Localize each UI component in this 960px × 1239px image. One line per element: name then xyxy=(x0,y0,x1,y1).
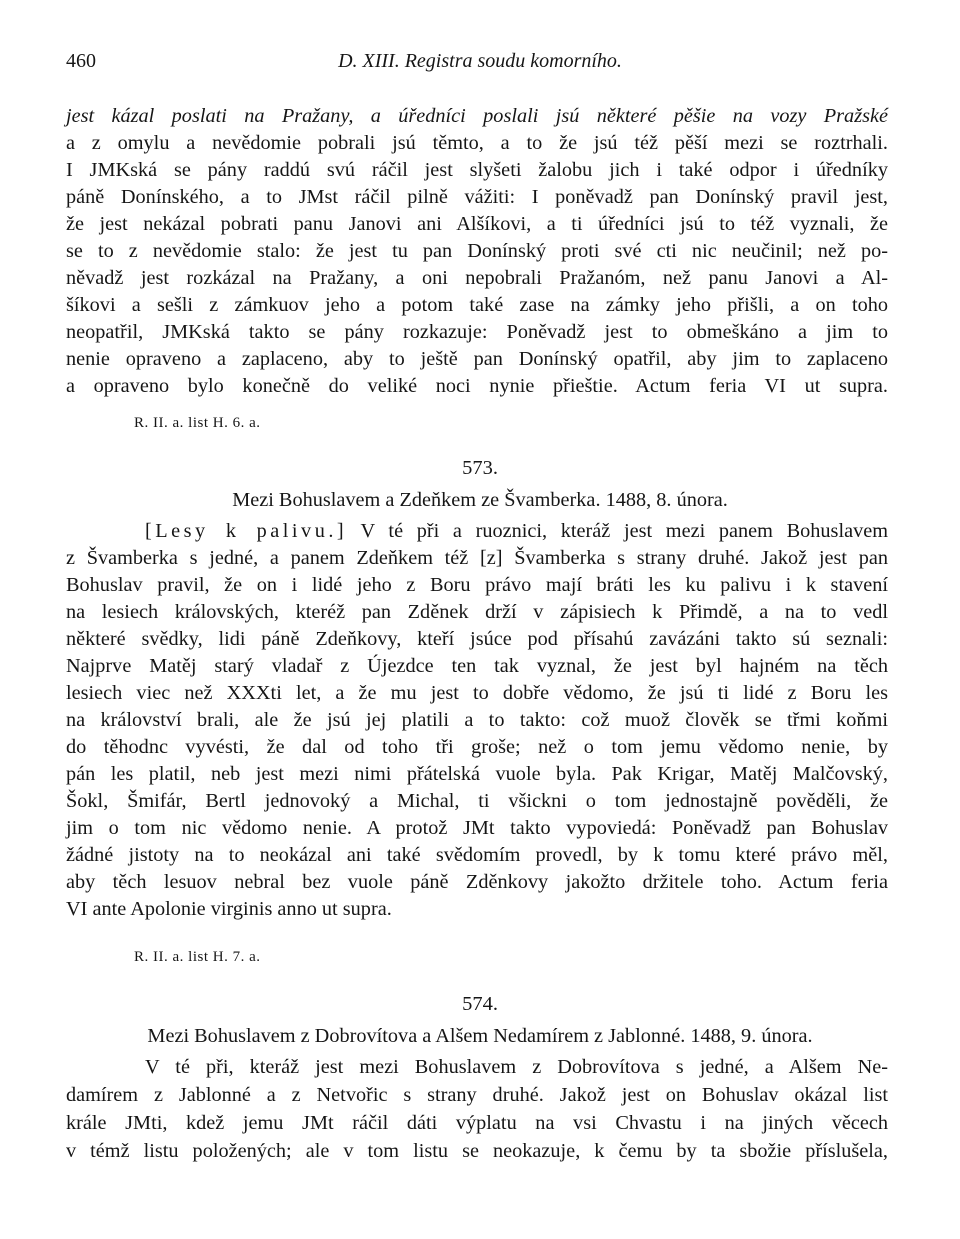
text-line: pán les platil, neb jest mezi nimi přátelská vuole byla. Pak Krigar, Matěj Malčovský, xyxy=(66,763,888,785)
text-line: neopatřil, JMKská takto se pány rozkazuje: Poněvadž jest to obmeškáno a jim to xyxy=(66,321,888,343)
text-line: jim o tom nic vědomo nenie. A protož JMt takto vypoviedá: Poněvadž pan Bohuslav xyxy=(66,817,888,839)
text-line: Šokl, Šmifár, Bertl jednovoký a Michal, ti všickni o tom jednostajně pověděli, že xyxy=(66,790,888,812)
running-header xyxy=(66,50,894,76)
text-line: do těhodnc vyvésti, že dal od toho tři groše; než o tom jemu vědomo nenie, by xyxy=(66,736,888,758)
text-line: krále JMti, kdež jemu JMt ráčil dáti výplatu na vsi Chvastu i na jiných věcech xyxy=(66,1112,888,1134)
text-line: a z omylu a nevědomie pobrali jsú těmto, a to že jsú též pěší mezi se roztrhali. xyxy=(66,132,888,154)
text-line: VI ante Apolonie virginis anno ut supra. xyxy=(66,898,392,920)
text-line: že jest nekázal pobrati panu Janovi ani Alšíkovi, a ti úředníci jsú to též vyznali, že xyxy=(66,213,888,235)
entry-heading: Mezi Bohuslavem a Zdeňkem ze Švamberka. 1488, 8. února. xyxy=(232,489,728,511)
source-reference: R. II. a. list H. 7. a. xyxy=(134,949,261,965)
text-line: něvadž jest rozkázal na Pražany, a oni nepobrali Pražanóm, než panu Janovi a Al- xyxy=(66,267,888,289)
text-line: Najprve Matěj starý vladař z Újezdce ten tak vyznal, že jest byl hajném na těch xyxy=(66,655,888,677)
text-line xyxy=(145,516,888,546)
first-line-text: V té při a ruoznici, kteráž jest mezi panem Bohuslavem xyxy=(360,520,888,542)
text-line: V té při, kteráž jest mezi Bohuslavem z Dobrovítova s jedné, a Alšem Ne- xyxy=(145,1056,888,1078)
entry-number: 574. xyxy=(462,993,498,1015)
page-number: 460 xyxy=(66,50,96,72)
entry-number: 573. xyxy=(462,457,498,479)
text-line: Bohuslav pravil, že on i lidé jeho z Boru právo mají bráti les ku palivu i k stavení xyxy=(66,574,888,596)
text-line: páně Donínského, a to JMst ráčil pilně vážiti: I poněvadž pan Donínský pravil jest, xyxy=(66,186,888,208)
text-line: šíkovi a sešli z zámkuov jeho a potom také zase na zámky jeho přišli, a on toho xyxy=(66,294,888,316)
text-line: jest kázal poslati na Pražany, a úředníci poslali jsú některé pěšie na vozy Pražské xyxy=(66,105,888,127)
running-title: D. XIII. Registra soudu komorního. xyxy=(338,50,622,72)
text-line: na lesiech královských, kteréž pan Zděnek drží v zápisiech k Přimdě, a na to vedl xyxy=(66,601,888,623)
text-line: žádné jistoty na to neokázal ani také svědomím provedl, by k tomu které právo měl, xyxy=(66,844,888,866)
text-line: některé svědky, lidi páně Zdeňkovy, kteří jsúce pod přísahú zavázáni takto sú seznali: xyxy=(66,628,888,650)
text-line: se to z nevědomie stalo: že jest tu pan Donínský proti své cti nic neučinil; než po- xyxy=(66,240,888,262)
text-line: na království brali, ale že jsú jej platili a to takto: což muož člověk se třmi koňmi xyxy=(66,709,888,731)
text-line: lesiech viec než XXXti let, a že mu jest to dobře vědomo, že jsú ti lidé z Boru les xyxy=(66,682,888,704)
text-line: z Švamberka s jedné, a panem Zdeňkem též [z] Švamberka s strany druhé. Jakož jest pan xyxy=(66,547,888,569)
entry-heading: Mezi Bohuslavem z Dobrovítova a Alšem Nedamírem z Jablonné. 1488, 9. února. xyxy=(147,1025,813,1047)
text-line: v témž listu položených; ale v tom listu se neokazuje, k čemu by ta sbožie příslušela, xyxy=(66,1140,888,1162)
text-line: damírem z Jablonné a z Netvořic s strany druhé. Jakož jest on Bohuslav okázal list xyxy=(66,1084,888,1106)
text-line: a opraveno bylo konečně do veliké noci nynie přieštie. Actum feria VI ut supra. xyxy=(66,375,888,397)
rubric: [Lesy k palivu.] xyxy=(145,520,348,542)
text-line: nenie opraveno a zaplaceno, aby to ještě pan Donínský opatřil, aby jim to zaplaceno xyxy=(66,348,888,370)
text-line: I JMKská se pány raddú svú ráčil jest slyšeti žalobu jich i také odpor i úředníky xyxy=(66,159,888,181)
text-line: aby těch lesuov nebral bez vuole páně Zděnkovy jakožto držitele toho. Actum feria xyxy=(66,871,888,893)
source-reference: R. II. a. list H. 6. a. xyxy=(134,415,261,431)
